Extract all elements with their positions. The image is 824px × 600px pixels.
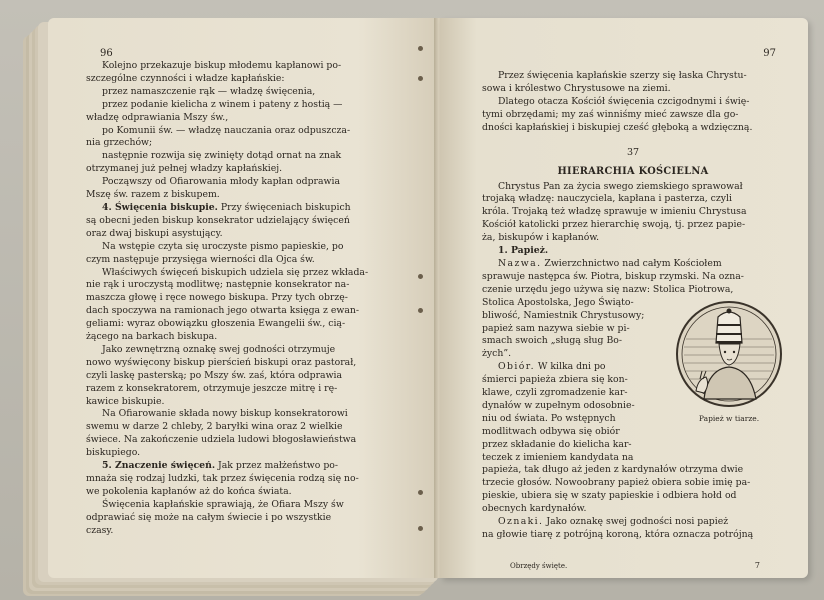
text-line: Właściwych święceń biskupich udziela się przez wkłada- <box>102 266 369 278</box>
text-line: Przez święcenia kapłańskie szerzy się łaska Chrystu- <box>498 70 747 81</box>
binding-hole <box>418 46 423 51</box>
text-line: we pokolenia kapłanów aż do końca świata. <box>86 485 292 497</box>
binding-hole <box>418 490 423 495</box>
text-run: W kilka dni po <box>534 361 606 373</box>
text-line <box>482 516 784 529</box>
page-number-left: 96 <box>100 48 113 59</box>
text-line: oraz dwaj biskupi asystujący. <box>86 227 223 239</box>
text-line: Święcenia kapłańskie sprawiają, że Ofiara Mszy św <box>102 498 344 510</box>
text-line: czenie urzędu jego używa się nazw: Stolica Piotrowa, <box>482 283 734 295</box>
text-line <box>86 460 410 473</box>
text-line: następnie rozwija się zwinięty dotąd ornat na znak <box>102 150 342 162</box>
text-line: czyli laskę pasterską; po Mszy św. zaś, która odprawia <box>86 369 343 381</box>
text-line: nie rąk i uroczystą modlitwę; następnie konsekrator na- <box>86 279 350 291</box>
text-line: Na Ofiarowanie składa nowy biskup konsekratorowi <box>102 408 348 420</box>
text-line: razem z konsekratorem, otrzymuje jeszcze mitrę i rę- <box>86 382 338 394</box>
text-line: dynałów w zupełnym odosobnie- <box>482 399 635 411</box>
right-page <box>440 18 808 578</box>
text-line: króla. Trojaką też władzę sprawuje w imieniu Chrystusa <box>482 206 747 218</box>
text-line <box>482 258 784 271</box>
text-line: po Komunii św. — władzę nauczania oraz odpuszcza- <box>102 124 351 136</box>
text-line: niu od świata. Po wstępnych <box>482 412 616 424</box>
text-line: nia grzechów; <box>86 137 153 149</box>
signature-mark: Obrzędy święte. <box>510 562 568 570</box>
text-line: sowa i królestwo Chrystusowe na ziemi. <box>482 82 671 94</box>
pope-portrait-image <box>674 299 784 409</box>
binding-hole <box>418 526 423 531</box>
text-line: Chrystus Pan za życia swego ziemskiego sprawował <box>498 180 743 192</box>
text-run: Jak przez małżeństwo po- <box>215 460 339 472</box>
text-line: otrzymanej już pełnej władzy kapłańskiej. <box>86 163 283 175</box>
text-line: mnaża się rodzaj ludzki, tak przez święcenia rodzą się no- <box>86 473 359 484</box>
text-line: klawe, czyli zgromadzenie kar- <box>482 387 628 399</box>
text-line: biskupiego. <box>86 447 141 459</box>
text-run: Zwierzchnictwo nad całym Kościołem <box>541 257 722 269</box>
text-line: bliwość, Namiestnik Chrystusowy; <box>482 309 645 321</box>
text-line: papież sam nazywa siebie w pi- <box>482 322 630 334</box>
signature-number: 7 <box>754 561 760 570</box>
subsection-heading: 5. Znaczenie święceń. <box>102 460 216 472</box>
text-line: Jako zewnętrzną oznakę swej godności otrzymuje <box>102 343 336 355</box>
text-line: kawice biskupie. <box>86 395 165 407</box>
binding-hole <box>418 76 423 81</box>
pope-illustration <box>674 299 784 423</box>
text-line: Stolica Apostolska, Jego Świąto- <box>482 296 634 308</box>
text-line: dności kapłańskiej i biskupiej cześć głęboką a wdzięczną. <box>482 121 753 133</box>
text-line: trzecie głosów. Nowoobrany papież obiera sobie imię pa- <box>482 477 751 489</box>
section-title: HIERARCHIA KOŚCIELNA <box>557 165 709 177</box>
text-line: swemu w darze 2 chleby, 2 baryłki wina oraz 2 wielkie <box>86 421 343 433</box>
text-line <box>86 202 410 215</box>
subsection-heading: 1. Papież. <box>498 245 549 257</box>
text-line: smach swoich „sługą sług Bo- <box>482 335 623 347</box>
text-line: tymi obrzędami; my zaś winniśmy mieć zawsze dla go- <box>482 108 739 120</box>
text-line: szczególne czynności i władze kapłańskie: <box>86 72 285 84</box>
page-number-right: 97 <box>763 48 776 59</box>
text-line: żych”. <box>482 348 512 360</box>
text-line: papieża, tak długo aż jeden z kardynałów otrzyma dwie <box>482 464 744 476</box>
text-line: Dlatego otacza Kościół święcenia czcigodnymi i świę- <box>498 95 750 107</box>
subsection-heading: 4. Święcenia biskupie. <box>102 201 218 213</box>
text-line: czym następuje przysięga wierności dla Ojca św. <box>86 253 315 265</box>
text-line: obecnych kardynałów. <box>482 503 587 515</box>
run-in-label: Oznaki. <box>498 516 544 528</box>
text-line: władzę odprawiania Mszy św., <box>86 111 229 123</box>
text-line: śmierci papieża zbiera się kon- <box>482 374 628 386</box>
text-line: przez podanie kielicha z winem i pateny z hostią — <box>102 98 343 110</box>
binding-hole <box>418 308 423 313</box>
text-line: nowo wyświęcony biskup pierścień biskupi oraz pastorał, <box>86 356 357 368</box>
left-page <box>48 18 436 578</box>
text-line: przez namaszczenie rąk — władzę święcenia, <box>102 85 316 97</box>
run-in-label: Obiór. <box>498 361 535 373</box>
text-line: Kościół katolicki przez hierarchię swoją, tj. przez papie- <box>482 219 746 231</box>
left-page-text <box>86 60 410 538</box>
text-line: są obecni jeden biskup konsekrator udzielający święceń <box>86 214 350 226</box>
text-line: świece. Na zakończenie udziela ludowi błogosławieństwa <box>86 434 357 446</box>
binding-hole <box>418 274 423 279</box>
text-line: modlitwach odbywa się obiór <box>482 425 620 437</box>
text-run: Przy święceniach biskupich <box>217 201 351 213</box>
text-line: Na wstępie czyta się uroczyste pismo papieskie, po <box>102 240 344 252</box>
text-line: ża, biskupów i kapłanów. <box>482 232 600 244</box>
text-line: trojaką władzę: nauczyciela, kapłana i pasterza, czyli <box>482 193 732 205</box>
text-line: Mszę św. razem z biskupem. <box>86 189 220 201</box>
text-line: sprawuje następca św. Piotra, biskup rzymski. Na ozna- <box>482 270 744 282</box>
text-run: Jako oznakę swej godności nosi papież <box>543 516 729 528</box>
text-line: na głowie tiarę z potrójną koroną, która oznacza potrójną <box>482 529 754 540</box>
text-line: dach spoczywa na ramionach jego otwarta księga z ewan- <box>86 305 360 317</box>
text-line: teczek z imieniem kandydata na <box>482 451 634 463</box>
text-line: pieskie, ubiera się w szaty papieskie i odbiera hołd od <box>482 490 737 502</box>
text-line: odprawiać się może na całym świecie i po wszystkie <box>86 511 332 523</box>
figure-caption: Papież w tiarze. <box>698 413 760 423</box>
text-line: Począwszy od Ofiarowania młody kapłan odprawia <box>102 176 341 188</box>
text-line: maszcza głowę i ręce nowego biskupa. Przy tych obrzę- <box>86 292 348 304</box>
text-line: przez składanie do kielicha kar- <box>482 438 632 450</box>
run-in-label: Nazwa. <box>498 257 542 269</box>
text-line: geliami: wyraz obowiązku głoszenia Ewangelii św., cią- <box>86 318 346 330</box>
text-line: Kolejno przekazuje biskup młodemu kapłanowi po- <box>102 60 342 71</box>
open-book <box>8 6 816 590</box>
text-line: żącego na barkach biskupa. <box>86 331 218 343</box>
text-line: czasy. <box>86 524 114 536</box>
section-number: 37 <box>626 146 640 158</box>
